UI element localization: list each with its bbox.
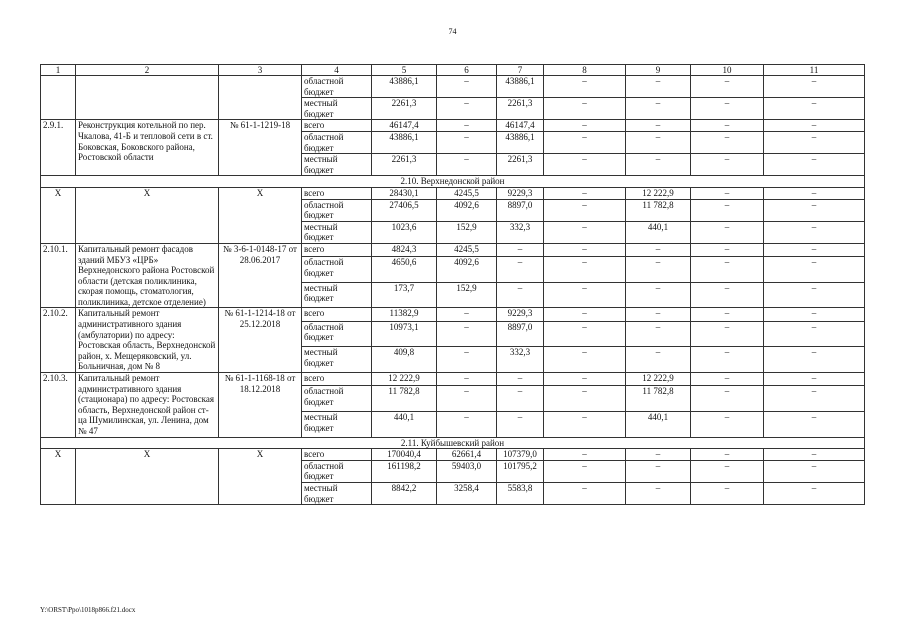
value-cell: 11 782,8 <box>626 199 691 221</box>
value-cell: – <box>544 411 626 437</box>
value-cell: – <box>764 449 865 461</box>
value-cell: – <box>437 308 497 321</box>
document-cell: Х <box>219 187 302 243</box>
header-cell: 7 <box>497 65 544 76</box>
value-cell: 43886,1 <box>372 131 437 153</box>
item-number-cell: Х <box>41 449 76 505</box>
value-cell: – <box>691 282 764 308</box>
item-name-cell: Х <box>76 449 219 505</box>
value-cell: 43886,1 <box>497 76 544 98</box>
value-cell: 2261,3 <box>497 98 544 120</box>
value-cell: – <box>764 199 865 221</box>
value-cell: – <box>544 282 626 308</box>
budget-type-cell: всего <box>302 373 372 386</box>
value-cell: 46147,4 <box>497 120 544 132</box>
value-cell: – <box>544 373 626 386</box>
value-cell: – <box>764 460 865 482</box>
budget-type-cell: областной бюджет <box>302 76 372 98</box>
header-cell: 6 <box>437 65 497 76</box>
value-cell: – <box>691 386 764 412</box>
value-cell: – <box>691 243 764 256</box>
value-cell: – <box>544 76 626 98</box>
document-cell: № 3-6-1-0148-17 от 28.06.2017 <box>219 243 302 308</box>
value-cell: – <box>764 120 865 132</box>
header-cell: 9 <box>626 65 691 76</box>
value-cell: – <box>544 460 626 482</box>
value-cell: – <box>626 347 691 373</box>
value-cell: – <box>437 120 497 132</box>
value-cell: 161198,2 <box>372 460 437 482</box>
value-cell: – <box>544 120 626 132</box>
value-cell: – <box>544 449 626 461</box>
item-number-cell: 2.10.3. <box>41 373 76 438</box>
value-cell: 59403,0 <box>437 460 497 482</box>
value-cell: – <box>764 282 865 308</box>
budget-type-cell: областной бюджет <box>302 321 372 347</box>
header-cell: 2 <box>76 65 219 76</box>
value-cell: – <box>764 482 865 504</box>
value-cell: 4092,6 <box>437 257 497 283</box>
value-cell: – <box>691 308 764 321</box>
value-cell: – <box>626 449 691 461</box>
value-cell: – <box>544 221 626 243</box>
budget-type-cell: местный бюджет <box>302 411 372 437</box>
header-cell: 10 <box>691 65 764 76</box>
value-cell: – <box>626 131 691 153</box>
budget-type-cell: всего <box>302 308 372 321</box>
value-cell: 107379,0 <box>497 449 544 461</box>
table-row <box>41 449 865 461</box>
footer-path: Y:\ORST\Ppo\1018p866.f21.docx <box>40 606 136 614</box>
value-cell: 2261,3 <box>497 154 544 176</box>
value-cell: – <box>437 76 497 98</box>
value-cell: – <box>437 373 497 386</box>
value-cell: – <box>626 482 691 504</box>
section-row <box>41 437 865 449</box>
budget-type-cell: областной бюджет <box>302 199 372 221</box>
value-cell: 170040,4 <box>372 449 437 461</box>
budget-type-cell: областной бюджет <box>302 257 372 283</box>
budget-type-cell: всего <box>302 243 372 256</box>
value-cell: 9229,3 <box>497 187 544 199</box>
budget-type-cell: местный бюджет <box>302 221 372 243</box>
value-cell: – <box>497 282 544 308</box>
value-cell: 3258,4 <box>437 482 497 504</box>
item-number-cell: 2.9.1. <box>41 120 76 176</box>
header-cell: 4 <box>302 65 372 76</box>
value-cell: – <box>544 386 626 412</box>
value-cell: – <box>691 98 764 120</box>
header-cell: 3 <box>219 65 302 76</box>
page-number: 74 <box>448 27 457 36</box>
value-cell: – <box>544 199 626 221</box>
budget-table <box>40 64 865 505</box>
value-cell: 409,8 <box>372 347 437 373</box>
value-cell: 5583,8 <box>497 482 544 504</box>
value-cell: – <box>544 187 626 199</box>
value-cell: – <box>437 386 497 412</box>
value-cell: – <box>544 308 626 321</box>
value-cell: – <box>437 347 497 373</box>
item-name-cell: Капитальный ремонт фасадов зданий МБУЗ «ЦРБ» Верхнедонского района Ростовской области (детская поликлиника, скорая помощь, стоматология, поликлиника, детское отделение) <box>76 243 219 308</box>
value-cell: 4650,6 <box>372 257 437 283</box>
value-cell: – <box>437 131 497 153</box>
budget-type-cell: местный бюджет <box>302 98 372 120</box>
value-cell: – <box>691 373 764 386</box>
budget-type-cell: областной бюджет <box>302 386 372 412</box>
value-cell: 43886,1 <box>372 76 437 98</box>
empty-cell <box>41 76 76 120</box>
value-cell: – <box>764 187 865 199</box>
value-cell: 9229,3 <box>497 308 544 321</box>
value-cell: 8842,2 <box>372 482 437 504</box>
value-cell: – <box>764 308 865 321</box>
value-cell: – <box>764 98 865 120</box>
value-cell: 173,7 <box>372 282 437 308</box>
budget-type-cell: всего <box>302 449 372 461</box>
value-cell: – <box>437 321 497 347</box>
value-cell: – <box>437 411 497 437</box>
value-cell: 8897,0 <box>497 321 544 347</box>
budget-type-cell: всего <box>302 120 372 132</box>
value-cell: 440,1 <box>626 411 691 437</box>
value-cell: 440,1 <box>626 221 691 243</box>
budget-type-cell: всего <box>302 187 372 199</box>
value-cell: – <box>691 199 764 221</box>
table-row <box>41 373 865 386</box>
value-cell: – <box>764 386 865 412</box>
value-cell: – <box>497 373 544 386</box>
header-row <box>41 65 865 76</box>
budget-type-cell: местный бюджет <box>302 347 372 373</box>
value-cell: – <box>544 154 626 176</box>
value-cell: – <box>626 257 691 283</box>
item-number-cell: Х <box>41 187 76 243</box>
header-cell: 1 <box>41 65 76 76</box>
header-cell: 5 <box>372 65 437 76</box>
value-cell: 2261,3 <box>372 98 437 120</box>
value-cell: 10973,1 <box>372 321 437 347</box>
budget-type-cell: местный бюджет <box>302 282 372 308</box>
document-cell: № 61-1-1219-18 <box>219 120 302 176</box>
value-cell: – <box>544 321 626 347</box>
value-cell: 152,9 <box>437 282 497 308</box>
section-row <box>41 176 865 188</box>
value-cell: 11 782,8 <box>372 386 437 412</box>
value-cell: – <box>626 76 691 98</box>
value-cell: – <box>626 154 691 176</box>
value-cell: 1023,6 <box>372 221 437 243</box>
budget-type-cell: местный бюджет <box>302 482 372 504</box>
value-cell: – <box>691 154 764 176</box>
value-cell: – <box>544 257 626 283</box>
value-cell: 101795,2 <box>497 460 544 482</box>
document-cell: Х <box>219 449 302 505</box>
value-cell: 4245,5 <box>437 243 497 256</box>
value-cell: – <box>626 120 691 132</box>
value-cell: – <box>764 257 865 283</box>
item-number-cell: 2.10.1. <box>41 243 76 308</box>
value-cell: – <box>497 257 544 283</box>
value-cell: – <box>691 187 764 199</box>
value-cell: 12 222,9 <box>626 373 691 386</box>
value-cell: – <box>764 243 865 256</box>
budget-type-cell: областной бюджет <box>302 460 372 482</box>
value-cell: – <box>497 243 544 256</box>
value-cell: 11382,9 <box>372 308 437 321</box>
value-cell: 332,3 <box>497 221 544 243</box>
value-cell: – <box>764 321 865 347</box>
value-cell: 43886,1 <box>497 131 544 153</box>
value-cell: 4824,3 <box>372 243 437 256</box>
value-cell: – <box>626 321 691 347</box>
document-cell: № 61-1-1168-18 от 18.12.2018 <box>219 373 302 438</box>
budget-type-cell: областной бюджет <box>302 131 372 153</box>
value-cell: – <box>764 347 865 373</box>
section-title: 2.11. Куйбышевский район <box>41 437 865 449</box>
table-row <box>41 76 865 98</box>
value-cell: – <box>691 76 764 98</box>
table-row <box>41 243 865 256</box>
value-cell: – <box>437 98 497 120</box>
table-row <box>41 120 865 132</box>
value-cell: – <box>497 386 544 412</box>
value-cell: – <box>764 154 865 176</box>
value-cell: 12 222,9 <box>372 373 437 386</box>
value-cell: 8897,0 <box>497 199 544 221</box>
item-name-cell: Реконструкция котельной по пер. Чкалова, 41-Б и тепловой сети в ст. Боковская, Боковского района, Ростовской области <box>76 120 219 176</box>
value-cell: – <box>437 154 497 176</box>
value-cell: 332,3 <box>497 347 544 373</box>
value-cell: – <box>626 460 691 482</box>
empty-cell <box>219 76 302 120</box>
value-cell: – <box>626 308 691 321</box>
document-cell: № 61-1-1214-18 от 25.12.2018 <box>219 308 302 373</box>
value-cell: 152,9 <box>437 221 497 243</box>
table-row <box>41 187 865 199</box>
value-cell: 11 782,8 <box>626 386 691 412</box>
value-cell: – <box>626 282 691 308</box>
value-cell: 4245,5 <box>437 187 497 199</box>
value-cell: 46147,4 <box>372 120 437 132</box>
value-cell: – <box>691 321 764 347</box>
value-cell: – <box>691 257 764 283</box>
table-row <box>41 308 865 321</box>
empty-cell <box>76 76 219 120</box>
value-cell: 12 222,9 <box>626 187 691 199</box>
value-cell: – <box>764 131 865 153</box>
value-cell: – <box>764 411 865 437</box>
value-cell: 4092,6 <box>437 199 497 221</box>
value-cell: – <box>691 449 764 461</box>
value-cell: – <box>691 131 764 153</box>
budget-type-cell: местный бюджет <box>302 154 372 176</box>
value-cell: 440,1 <box>372 411 437 437</box>
value-cell: – <box>626 243 691 256</box>
value-cell: – <box>691 120 764 132</box>
value-cell: – <box>691 482 764 504</box>
value-cell: 28430,1 <box>372 187 437 199</box>
value-cell: – <box>544 98 626 120</box>
header-cell: 11 <box>764 65 865 76</box>
value-cell: – <box>691 347 764 373</box>
value-cell: – <box>497 411 544 437</box>
section-title: 2.10. Верхнедонской район <box>41 176 865 188</box>
value-cell: – <box>764 76 865 98</box>
item-number-cell: 2.10.2. <box>41 308 76 373</box>
value-cell: 2261,3 <box>372 154 437 176</box>
value-cell: – <box>626 98 691 120</box>
item-name-cell: Капитальный ремонт административного здания (стационара) по адресу: Ростовская область, Верхнедонской район ст-ца Шумилинская, ул. Ленина, дом № 47 <box>76 373 219 438</box>
value-cell: – <box>691 460 764 482</box>
value-cell: – <box>544 347 626 373</box>
value-cell: – <box>544 131 626 153</box>
item-name-cell: Х <box>76 187 219 243</box>
item-name-cell: Капитальный ремонт административного здания (амбулатории) по адресу: Ростовская область, Верхнедонской район, х. Мещеряковский, ул. Больничная, дом № 8 <box>76 308 219 373</box>
header-cell: 8 <box>544 65 626 76</box>
value-cell: – <box>691 411 764 437</box>
value-cell: – <box>544 243 626 256</box>
value-cell: 27406,5 <box>372 199 437 221</box>
value-cell: – <box>764 373 865 386</box>
value-cell: 62661,4 <box>437 449 497 461</box>
value-cell: – <box>691 221 764 243</box>
value-cell: – <box>544 482 626 504</box>
value-cell: – <box>764 221 865 243</box>
